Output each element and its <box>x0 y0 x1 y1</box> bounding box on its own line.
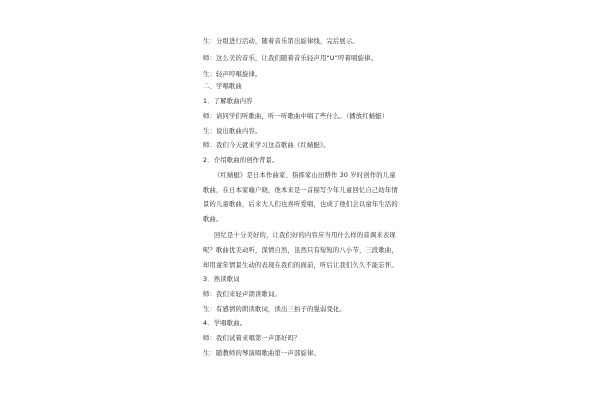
paragraph-line: 呢？歌曲优美动听，深情自然，虽然只有短短的八小节、三段歌曲， <box>203 247 398 254</box>
paragraph-line: 回忆是十分美好的，让我们好的内容应当用什么样的音调来表现 <box>214 232 396 239</box>
paragraph-line: 歌曲。 <box>203 216 223 223</box>
paragraph-line: 却用童年情景生动的表现在我们的面前，听后让我们久久不能忘怀。 <box>203 262 398 269</box>
subsection-heading: 4．学唱歌曲。 <box>203 320 247 327</box>
subsection-heading: 1．了解歌曲内容 <box>203 98 253 105</box>
text-line: 生：轻声哼唱旋律。 <box>203 71 262 78</box>
subsection-heading: 2．介绍歌曲的创作背景。 <box>203 157 279 164</box>
text-line: 师：我们来轻声朗读歌词。 <box>203 291 281 298</box>
subsection-heading: 3．熟读歌词 <box>203 276 240 283</box>
section-heading: 二、学唱歌曲 <box>203 83 242 90</box>
text-line: 生：随教师的琴演唱歌曲第一声部旋律。 <box>203 350 320 357</box>
text-line: 师：这么美的音乐，让我们随着音乐轻声用“U”哼着唱旋律。 <box>203 55 378 62</box>
text-line: 师：请同学们听歌曲，听一听歌曲中唱了些什么。（播放红蜻蜓） <box>203 113 389 120</box>
text-line: 生：有感情的朗读歌词，读出三拍子的强弱变化。 <box>203 306 346 313</box>
paragraph-line: 《红蜻蜓》是日本作曲家、指挥家山田耕作 30 岁时创作的儿童 <box>214 172 396 179</box>
text-line: 师：我们今天就来学习这首歌曲《红蜻蜓》。 <box>203 142 330 149</box>
text-line: 师：我们试着来唱第一声部好吗？ <box>203 335 301 342</box>
paragraph-line: 歌曲，在日本家喻户晓，他本来是一首描写少年儿童回忆自己幼年情 <box>203 187 398 194</box>
paragraph-line: 景的儿童歌曲，后来大人们也喜听爱唱，也成了他们会以童年生活的 <box>203 201 398 208</box>
text-line: 生：说出歌曲内容。 <box>203 128 262 135</box>
text-line: 生：分组进行活动，随着音乐第出旋律线，完后展示。 <box>203 38 359 45</box>
